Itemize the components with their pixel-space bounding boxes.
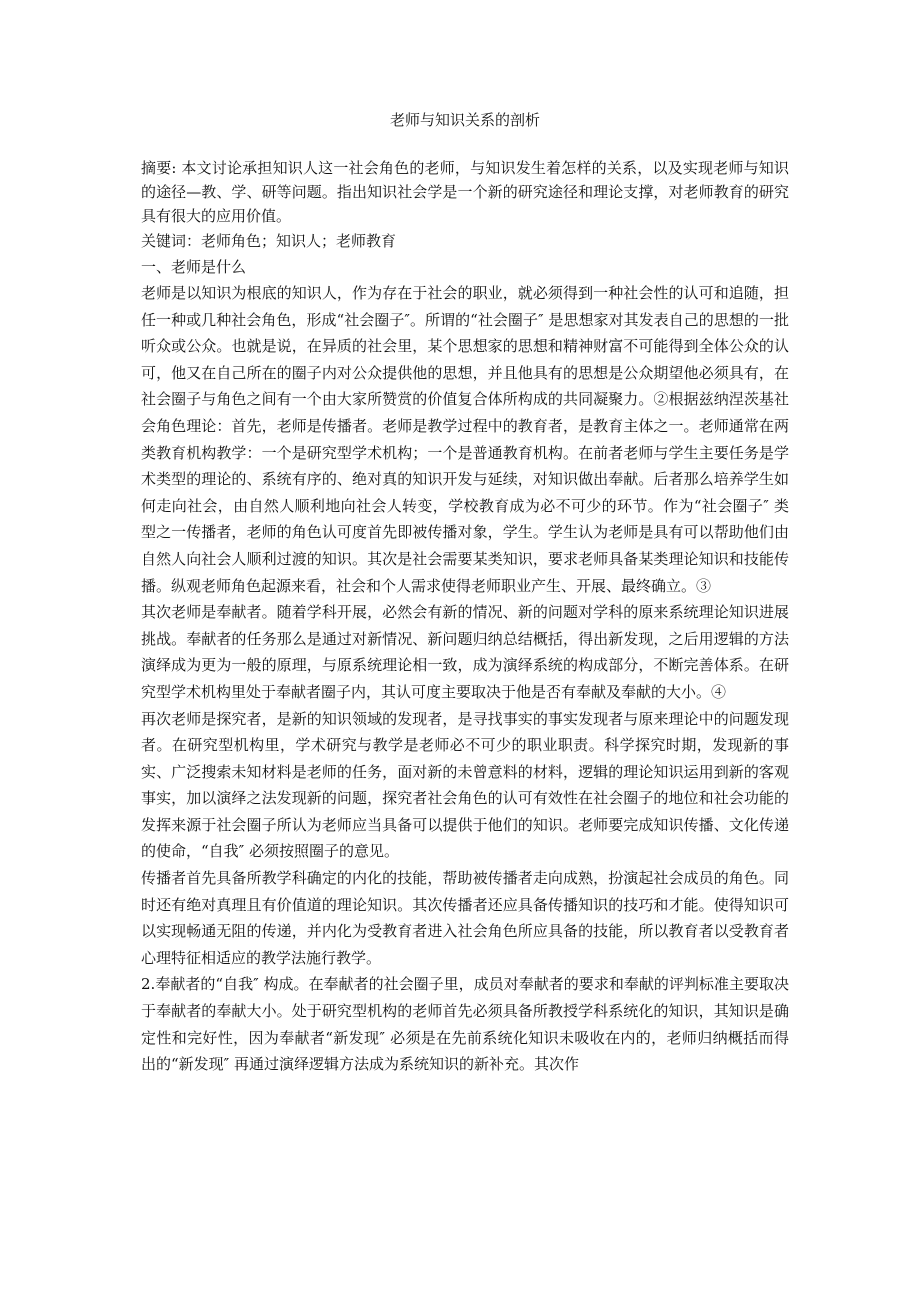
- document-title: 老师与知识关系的剖析: [389, 111, 540, 129]
- body-paragraph: 2.奉献者的“自我″ 构成。在奉献者的社会圈子里，成员对奉献者的要求和奉献的评判标准主要取决于奉献者的奉献大小。处于研究型机构的老师首先必须具备所教授学科系统化的知识，其知识是确定性和完好性，因为奉献者“新发现″ 必须是在先前系统化知识未吸收在内的，老师归纳概括而得出的“新发现″ 再通过演绎逻辑方法成为系统知识的新补充。其次作: [141, 975, 789, 1074]
- body-paragraph: 老师是以知识为根底的知识人，作为存在于社会的职业，就必须得到一种社会性的认可和追随，担任一种或几种社会角色，形成“社会圈子″。所谓的“社会圈子″ 是思想家对其发表自己的思想的一批听众或公众。也就是说，在异质的社会里，某个思想家的思想和精神财富不可能得到全体公众的认可，他又在自己所在的圈子内对公众提供他的思想，并且他具有的思想是公众期望他必须具有，在社会圈子与角色之间有一个由大家所赞赏的价值复合体所构成的共同凝聚力。②根据兹纳涅茨基社会角色理论：首先，老师是传播者。老师是教学过程中的教育者，是教育主体之一。老师通常在两类教育机构教学：一个是研究型学术机构；一个是普通教育机构。在前者老师与学生主要任务是学术类型的理论的、系统有序的、绝对真的知识开发与延续，对知识做出奉献。后者那么培养学生如何走向社会，由自然人顺利地向社会人转变，学校教育成为必不可少的环节。作为“社会圈子″ 类型之一传播者，老师的角色认可度首先即被传播对象，学生。学生认为老师是具有可以帮助他们由自然人向社会人顺利过渡的知识。其次是社会需要某类知识，要求老师具备某类理论知识和技能传播。纵观老师角色起源来看，社会和个人需求使得老师职业产生、开展、最终确立。③: [141, 284, 789, 595]
- body-paragraph: 传播者首先具备所教学科确定的内化的技能，帮助被传播者走向成熟，扮演起社会成员的角色。同时还有绝对真理且有价值道的理论知识。其次传播者还应具备传播知识的技巧和才能。使得知识可以实现畅通无阻的传递，并内化为受教育者进入社会角色所应具备的技能，所以教育者以受教育者心理特征相适应的教学法施行教学。: [141, 869, 789, 967]
- section-heading-1: 一、老师是什么: [141, 258, 247, 276]
- keywords-line: 关键词：老师角色；知识人；老师教育: [141, 232, 397, 250]
- body-paragraph: 再次老师是探究者，是新的知识领域的发现者，是寻找事实的事实发现者与原来理论中的问题发现者。在研究型机构里，学术研究与教学是老师必不可少的职业职责。科学探究时期，发现新的事实、广泛搜索未知材料是老师的任务，面对新的未曾意料的材料，逻辑的理论知识运用到新的客观事实，加以演绎之法发现新的问题，探究者社会角色的认可有效性在社会圈子的地位和社会功能的发挥来源于社会圈子所认为老师应当具备可以提供于他们的知识。老师要完成知识传播、文化传递的使命，“自我″ 必须按照圈子的意见。: [141, 709, 789, 861]
- body-paragraph: 其次老师是奉献者。随着学科开展，必然会有新的情况、新的问题对学科的原来系统理论知识进展挑战。奉献者的任务那么是通过对新情况、新问题归纳总结概括，得出新发现，之后用逻辑的方法演绎成为更为一般的原理，与原系统理论相一致，成为演绎系统的构成部分，不断完善体系。在研究型学术机构里处于奉献者圈子内，其认可度主要取决于他是否有奉献及奉献的大小。④: [141, 603, 789, 701]
- document-page: [141, 108, 789, 1078]
- abstract-paragraph: 摘要: 本文讨论承担知识人这一社会角色的老师，与知识发生着怎样的关系，以及实现老师与知识的途径—教、学、研等问题。指出知识社会学是一个新的研究途径和理论支撑，对老师教育的研究具有很大的应用价值。: [141, 159, 789, 225]
